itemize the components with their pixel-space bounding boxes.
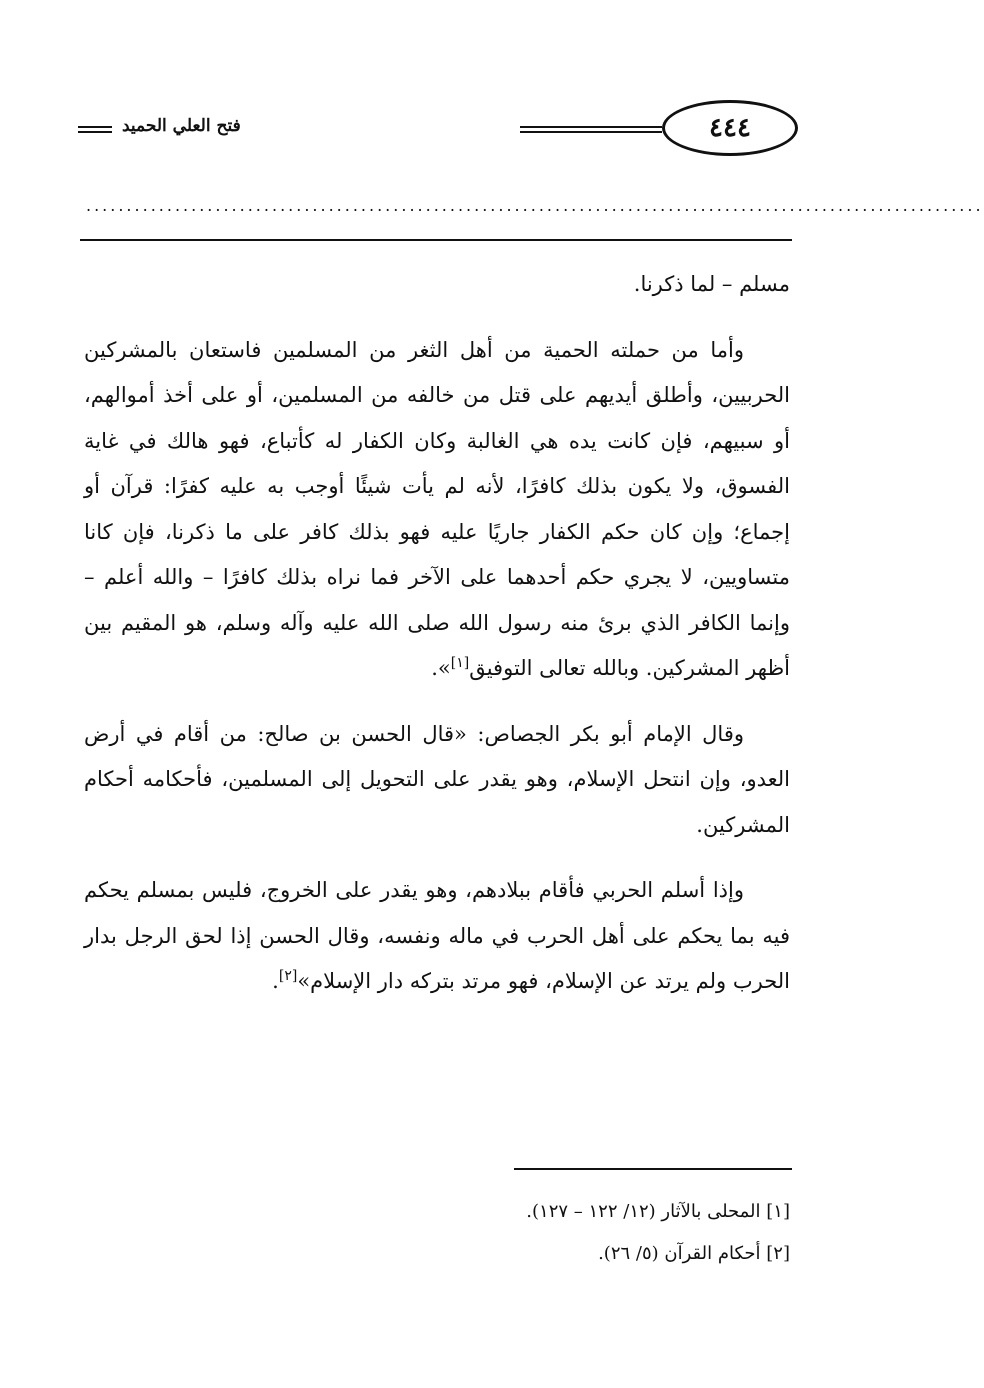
page-number: ٤٤٤ xyxy=(662,100,798,156)
paragraph-4-end: . xyxy=(272,969,279,993)
main-text xyxy=(84,262,790,1005)
header-rule-left xyxy=(78,126,112,133)
footnote-divider xyxy=(514,1168,792,1170)
header-rule-middle xyxy=(520,126,662,133)
paragraph-2 xyxy=(84,328,790,692)
paragraph-2-text: وأما من حملته الحمية من أهل الثغر من المسلمين فاستعان بالمشركين الحربيين، وأطلق أيديهم على قتل من خالفه من المسلمين، أو على أخذ أموالهم، أو سبيهم، فإن كانت يده هي الغالبة وكان الكفار له كأتباع، فهو هالك في غاية الفسوق، ولا يكون بذلك كافرًا، لأنه لم يأت شيئًا أوجب به عليه كفرًا: قرآن أو إجماع؛ وإن كان حكم الكفار جاريًا عليه فهو بذلك كافر على ما ذكرنا، فإن كانا متساويين، لا يجري حكم أحدهما على الآخر فما نراه بذلك كافرًا – والله أعلم – وإنما الكافر الذي برئ منه رسول الله صلى الله عليه وآله وسلم، هو المقيم بين أظهر المشركين. وبالله تعالى التوفيق xyxy=(84,337,790,680)
paragraph-1 xyxy=(84,262,790,308)
footnote-ref-1[interactable]: [١] xyxy=(450,655,470,671)
page-header xyxy=(78,100,794,164)
footnotes xyxy=(200,1191,790,1275)
paragraph-2-end: ». xyxy=(431,656,451,680)
dotted-separator: ............................................................................................................... xyxy=(86,196,984,215)
footnote-1: [١] المحلى بالآثار (١٢/ ١٢٢ – ١٢٧). xyxy=(526,1201,790,1222)
footnote-2: [٢] أحكام القرآن (٥/ ٢٦). xyxy=(598,1243,790,1264)
paragraph-4 xyxy=(84,868,790,1005)
header-divider xyxy=(80,239,792,241)
footnote-ref-2[interactable]: [٢] xyxy=(278,968,298,984)
paragraph-4-text: وإذا أسلم الحربي فأقام ببلادهم، وهو يقدر على الخروج، فليس بمسلم يحكم فيه بما يحكم على أهل الحرب في ماله ونفسه، وقال الحسن إذا لحق الرجل بدار الحرب ولم يرتد عن الإسلام، فهو مرتد بتركه دار الإسلام» xyxy=(84,878,790,993)
paragraph-1-text: مسلم – لما ذكرنا. xyxy=(633,272,790,296)
paragraph-3-text: وقال الإمام أبو بكر الجصاص: «قال الحسن بن صالح: من أقام في أرض العدو، وإن انتحل الإسلام، وهو يقدر على التحويل إلى المسلمين، فأحكامه أحكام المشركين. xyxy=(84,721,790,837)
paragraph-3 xyxy=(84,712,790,849)
book-title: فتح العلي الحميد xyxy=(122,116,241,136)
